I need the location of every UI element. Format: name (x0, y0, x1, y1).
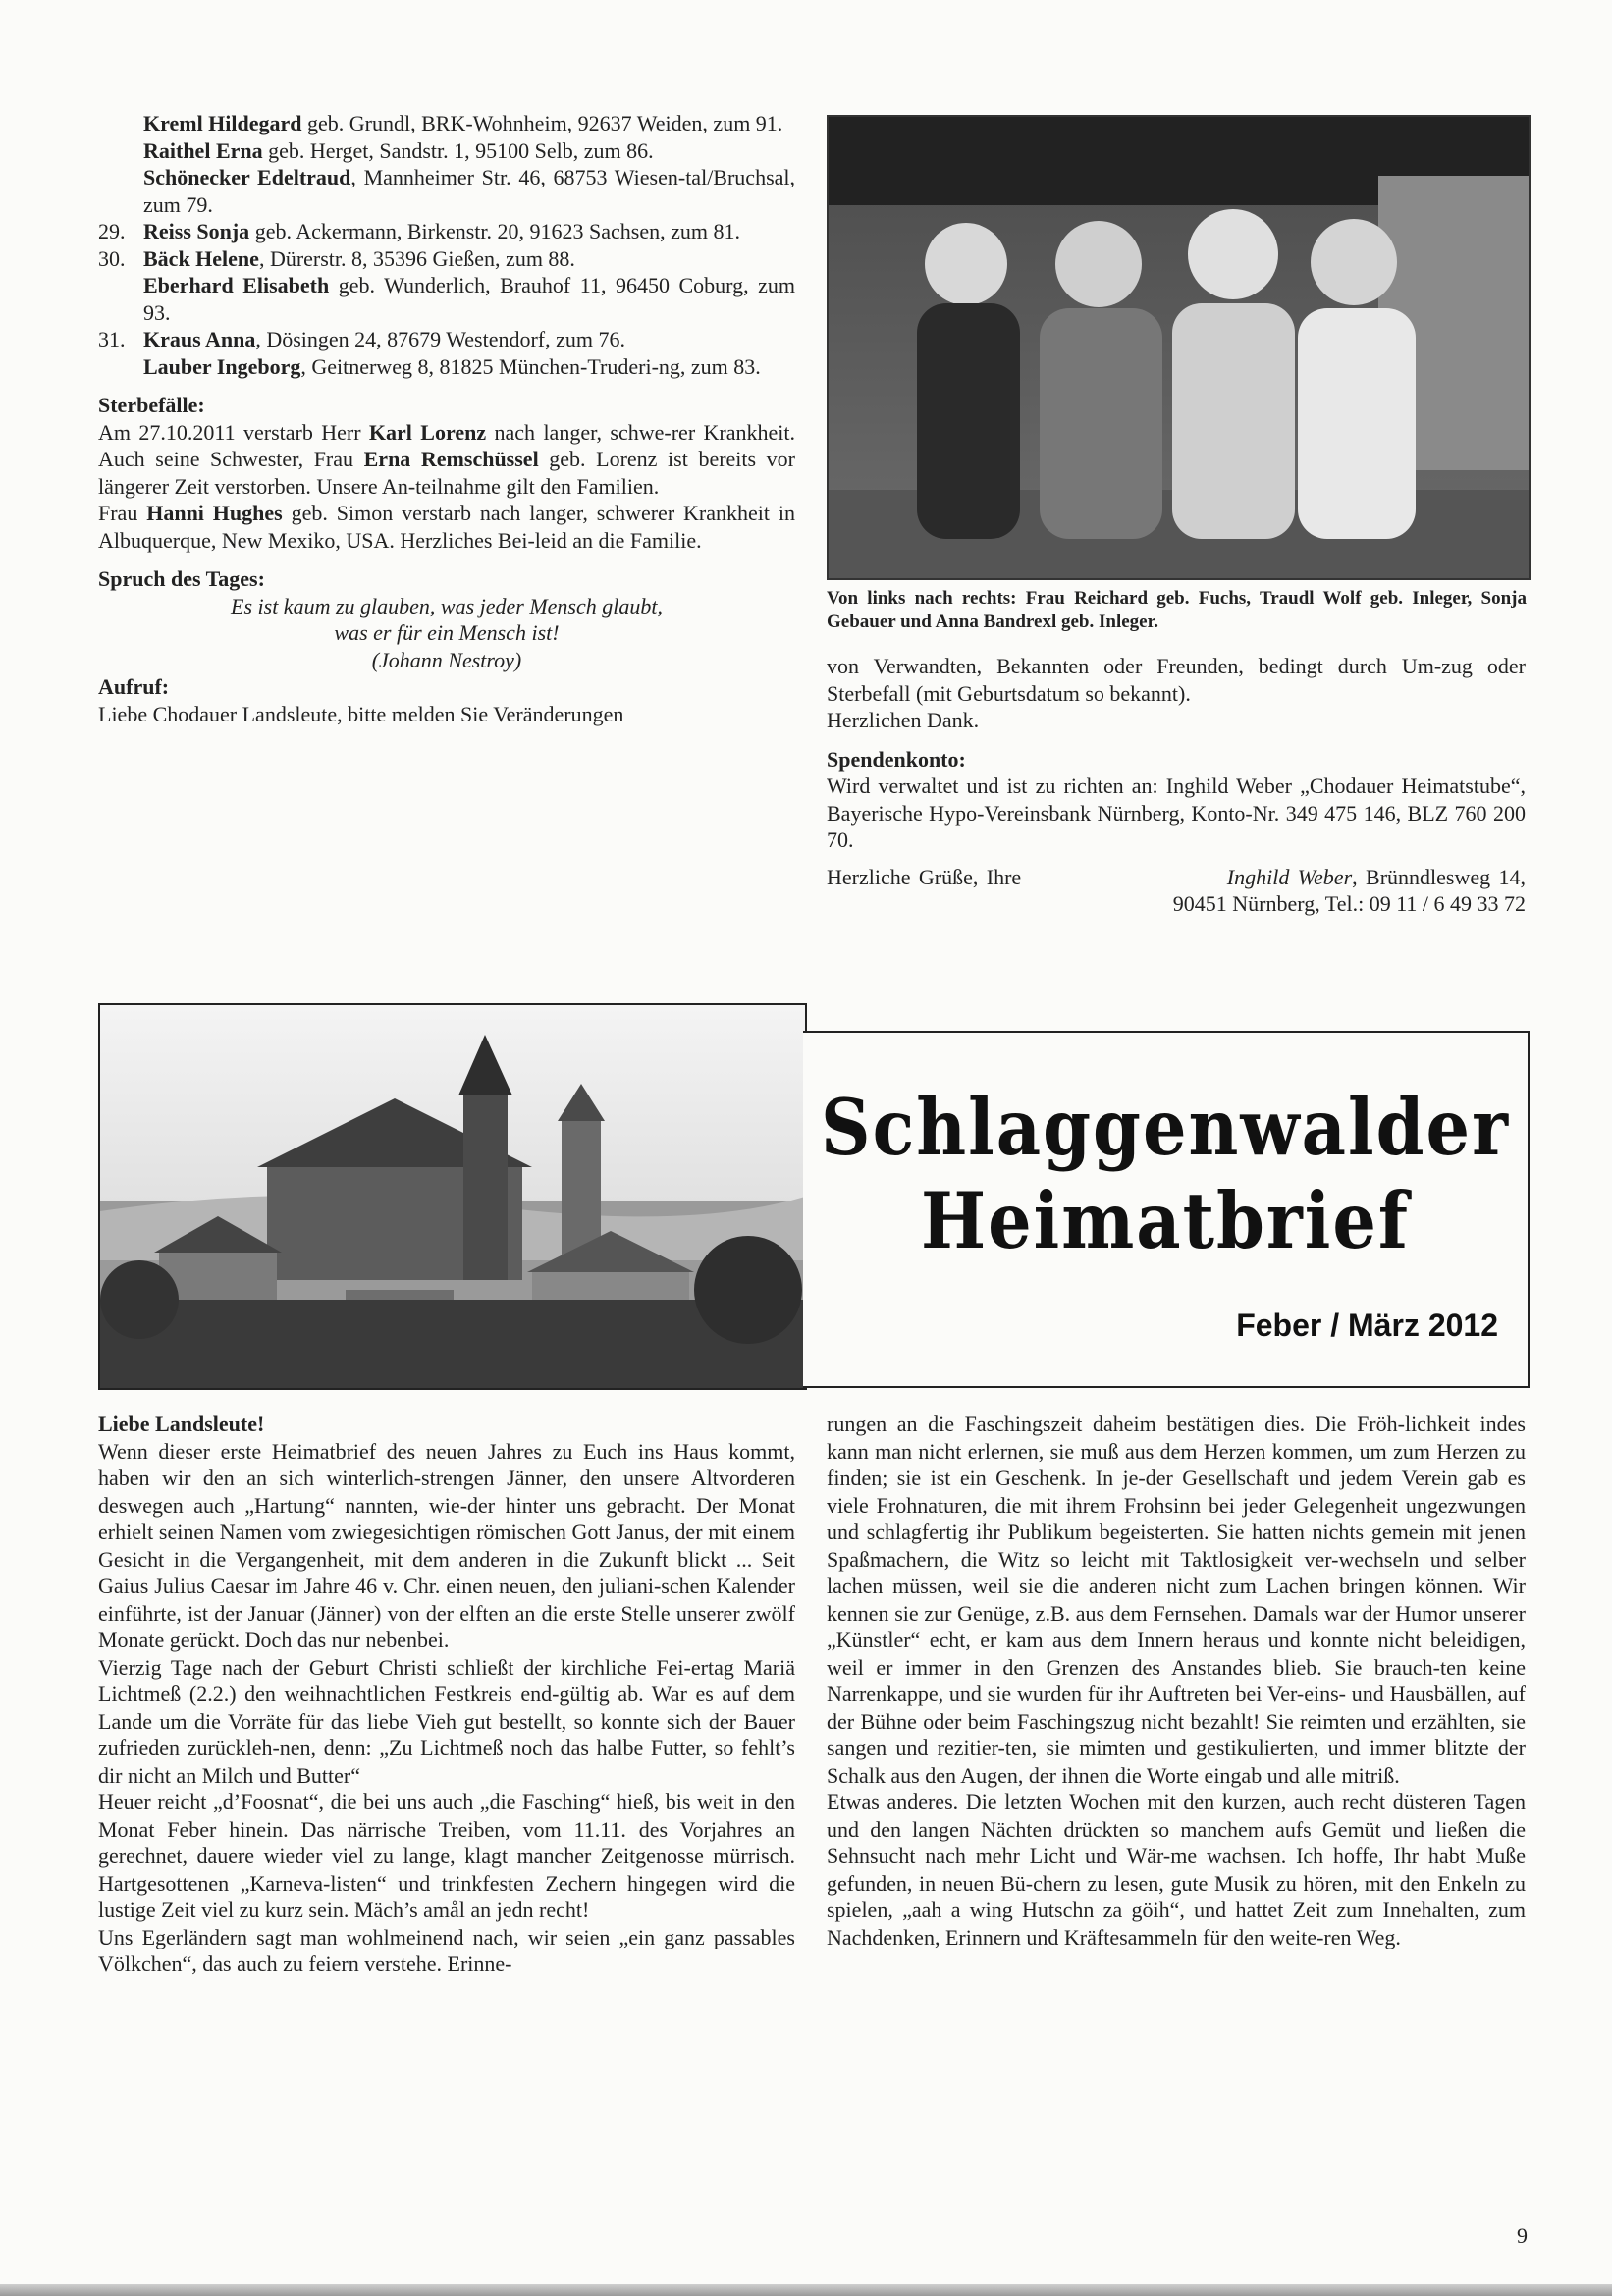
article-paragraph: Vierzig Tage nach der Geburt Christi schließt der kirchliche Fei-ertag Mariä Lichtmeß (2.2.) den weihnachtlichen Festkreis end-gültig ab. War es auf dem Lande um die Vorräte für das liebe Vieh gut bestellt, so konnte sich der Bauer zufrieden zurücklеh-nen, denn: „Zu Lichtmeß noch das halbe Futter, so fehlt’s dir nicht an Milch und Butter“ (98, 1654, 795, 1788)
person-silhouette (1172, 209, 1295, 539)
birthday-entry: 31. Kraus Anna, Dösingen 24, 87679 Westendorf, zum 76. (98, 327, 625, 351)
right-column-top (827, 653, 1526, 918)
birthday-list (98, 110, 795, 380)
article-paragraph: Etwas anderes. Die letzten Wochen mit den kurzen, auch recht düsteren Tagen und den langen Nächten drückten so manchem aufs Gemüt und ließen die Sehnsucht nach mehr Licht und Wär-me wachsen. Ich hoffe, Ihr habt Muße gefunden, in neuen Bü-chern zu lesen, gute Musik zu hören, mit den Enkeln zu spielen, „aah a wing Hutschn za göih“, und hattet Zeit zum Innehalten, zum Nachdenken, Erinnern und Kräftesammeln für den weite-ren Weg. (827, 1789, 1526, 1949)
scan-edge (0, 2284, 1612, 2296)
masthead-title-line1: Schlaggenwalder (821, 1082, 1510, 1173)
spendenkonto-text: Wird verwaltet und ist zu richten an: Inghild Weber „Chodauer Heimatstube“, Bayerische Hypo-Vereinsbank Nürnberg, Konto-Nr. 349 475 146, BLZ 760 200 70. (827, 774, 1526, 852)
sterbefaelle-paragraph: Am 27.10.2011 verstarb Herr Karl Lorenz nach langer, schwe-rer Krankheit. Auch seine Schwester, Frau Erna Remschüssel geb. Lorenz ist bereits vor längerer Zeit verstorben. Unsere An-teilnahme gilt den Familien. (98, 419, 796, 499)
article-paragraph: rungen an die Faschingszeit daheim bestätigen dies. Die Fröh-lichkeit indes kann man nicht erlernen, sie muß aus dem Herzen kommen, um zum Herzen zu finden; sie ist ein Geschenk. In je-der Gesellschaft und jedem Verein gab es viele Frohnaturen, die mit ihrem Frohsinn bei jeder Gelegenheit ungezwungen und schlagfertig ihr Publikum begeisterten. Sie hatten nichts gemein mit jenen Spaßmachern, die Witz so leicht mit Taktlosigkeit ver-wechseln und selber lachen müssen, weil sie die anderen nicht zum Lachen bringen können. Wir kennen sie zur Genüge, z.B. aus dem Fernsehen. Damals war der Humor unserer „Künstler“ echt, er kam aus dem Innern heraus und konnte nicht beleidigen, weil er immer in den Grenzen des Anstandes blieb. Sie brauch-ten keine Narrenkappe, und sie wurden für ihr Auftreten bei Ver-eins- und Hausbällen, auf der Bühne oder beim Faschingszug nicht bezahlt! Sie reimten und erzählten, sie sangen und rezitier-ten, sie mimten und gestikulierten, und immer blitzte der Schalk aus den Augen, der ihnen die Worte eingab und alle mitriß. (827, 1412, 1526, 1788)
church-image-drawing (100, 1005, 805, 1388)
masthead-date: Feber / März 2012 (1236, 1308, 1498, 1343)
sterbefaelle-paragraph: Frau Hanni Hughes geb. Simon verstarb nach langer, schwerer Krankheit in Albuquerque, New Mexiko, USA. Herzliches Bei-leid an die Familie. (98, 501, 796, 553)
article-paragraph: Wenn dieser erste Heimatbrief des neuen Jahres zu Euch ins Haus kommt, haben wir den an sich winterlich-strengen Jänner, den unsere Altvorderen deswegen auch „Hartung“ nannten, wie-der hinter uns gebracht. Der Monat erhielt seinen Namen vom zwiegesichtigen römischen Gott Janus, der mit einem Gesicht in die Vergangenheit, mit dem anderen in die Zukunft blickt ... Seit Gaius Julius Caesar im Jahre 46 v. Chr. einen neuen, den juliani-schen Kalender einführte, ist der Januar (Jänner) von der elften an die erste Stelle unserer zwölf Monate gerückt. Doch das nur nebenbei. (98, 1438, 795, 1652)
article-paragraph: Uns Egerländern sagt man wohlmeinend nach, wir seien „ein ganz passables Völkchen“, das auch zu feiern verstehe. Erinne- (98, 1924, 795, 1976)
birthday-entry: Eberhard Elisabeth geb. Wunderlich, Brauhof 11, 96450 Coburg, zum 93. (143, 273, 795, 325)
masthead-title-line2: Heimatbrief (920, 1175, 1411, 1266)
aufruf-continuation: von Verwandten, Bekannten oder Freunden, bedingt durch Um-zug oder Sterbefall (mit Geburtsdatum so bekannt). (827, 654, 1526, 706)
left-column-top (98, 110, 795, 727)
group-photo (827, 115, 1531, 580)
birthday-entry: Raithel Erna geb. Herget, Sandstr. 1, 95100 Selb, zum 86. (143, 137, 654, 163)
spendenkonto-heading: Spendenkonto: (827, 746, 966, 772)
thanks-text: Herzlichen Dank. (827, 708, 980, 732)
birthday-entry: 29. Reiss Sonja geb. Ackermann, Birkenstr. 20, 91623 Sachsen, zum 81. (98, 219, 740, 243)
photo-caption: Von links nach rechts: Frau Reichard geb. Fuchs, Traudl Wolf geb. Inleger, Sonja Gebauer und Anna Bandrexl geb. Inleger. (827, 588, 1527, 632)
person-silhouette (917, 223, 1020, 539)
aufruf-heading: Aufruf: (98, 674, 170, 699)
birthday-entry: Kreml Hildegard geb. Grundl, BRK-Wohnheim, 92637 Weiden, zum 91. (143, 111, 783, 135)
birthday-entry: 30. Bäck Helene, Dürerstr. 8, 35396 Gießen, zum 88. (98, 245, 575, 271)
spruch-line: Es ist kaum zu glauben, was jeder Mensch glaubt, (231, 593, 663, 618)
birthday-entry: Lauber Ingeborg, Geitnerweg 8, 81825 München-Truderi-ng, zum 83. (143, 353, 761, 379)
masthead (803, 1031, 1530, 1388)
spruch-heading: Spruch des Tages: (98, 566, 265, 591)
address-line: 90451 Nürnberg, Tel.: 09 11 / 6 49 33 72 (1172, 891, 1526, 916)
article-paragraph: Heuer reicht „d’Foosnat“, die bei uns auch „die Fasching“ hieß, bis weit in den Monat Feber hinein. Das närrische Treiben, vom 11.11. des Vorjahres an gerechnet, dauere wieder viel zu lange, klagt mancher Zeitgenosse mürrisch. Hartgesottenen „Karneva-listen“ und trinkfesten Zechern hingegen wird die lustige Zeit viel zu kurz sein. Mäch’s amål an jedn recht! (98, 1789, 795, 1922)
sterbefaelle-heading: Sterbefälle: (98, 393, 205, 417)
spruch-author: (Johann Nestroy) (371, 647, 522, 672)
birthday-entry: Schönecker Edeltraud, Mannheimer Str. 46, 68753 Wiesen-tal/Bruchsal, zum 79. (143, 165, 796, 217)
article-left-column (98, 1411, 795, 1978)
aufruf-text: Liebe Chodauer Landsleute, bitte melden Sie Veränderungen (98, 701, 624, 726)
article-heading: Liebe Landsleute! (98, 1412, 265, 1436)
group-photo-image (829, 117, 1529, 578)
article-right-column (827, 1411, 1526, 1950)
page-number: 9 (1517, 2223, 1528, 2248)
spruch-line: was er für ein Mensch ist! (334, 620, 560, 645)
church-image (98, 1003, 807, 1390)
greeting-line: Herzliche Grüße, Ihre Inghild Weber, Brünndlesweg 14, (827, 864, 1527, 889)
